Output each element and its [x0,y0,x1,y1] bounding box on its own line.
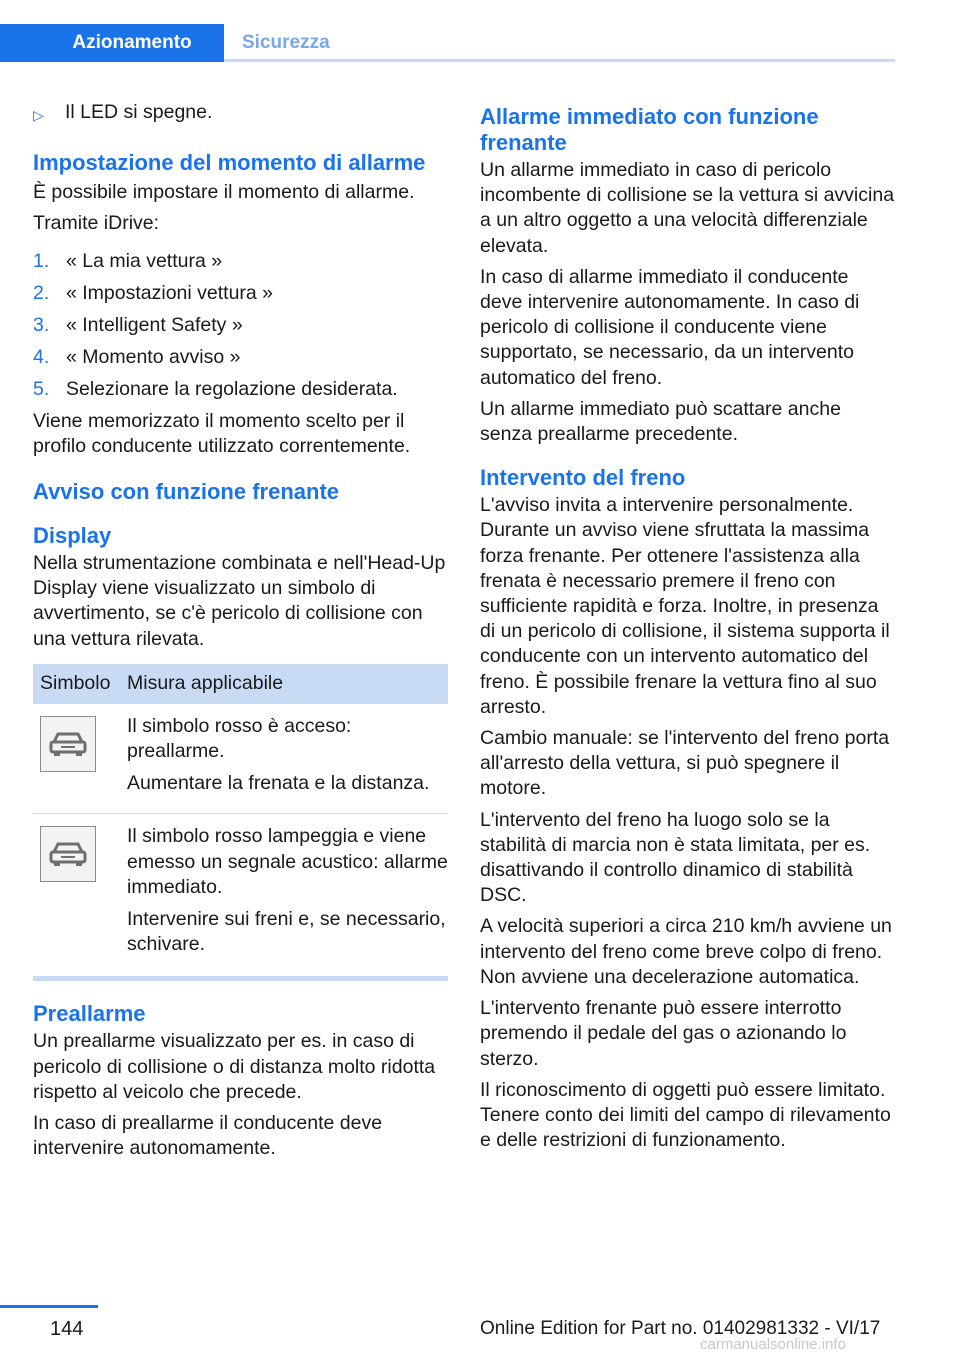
row-text: Il simbolo rosso lampeggia e viene emesso un segnale acustico: allarme immediato. [127,825,448,898]
row-text: Aumentare la frenata e la distanza. [127,772,430,795]
right-column [480,100,895,1159]
heading-display: Display [33,523,112,549]
triangle-bullet-icon: ▷ [33,107,44,123]
table-header [33,664,448,704]
paragraph-freno-1: L'avviso invita a intervenire personalmente. Durante un avviso viene sfruttata la massima forza frenante. Per ottenere l'assistenza alla frenata è necessario premere il freno con sufficiente rapidità e forza. Inoltre, in presenza di un pericolo di collisione, il sistema supporta il conducente con un intervento automatico del freno. È possibile frenare la vettura fino al suo arresto. [480,494,890,718]
list-item: 4. « Momento avviso » [33,345,241,368]
heading-avviso: Avviso con funzione frenante [33,479,340,505]
car-warning-icon [40,826,96,882]
paragraph-display: Nella strumentazione combinata e nell'Head-Up Display viene visualizzato un simbolo di avvertimento, se c'è pericolo di collisione con una vettura rilevata. [33,552,446,650]
paragraph-immediato-3: Un allarme immediato può scattare anche senza preallarme precedente. [480,397,841,446]
heading-preallarme: Preallarme [33,1001,146,1027]
table-bottom-rule [33,976,448,981]
paragraph-tramite: Tramite iDrive: [33,212,160,235]
footer-rule [0,1305,98,1308]
symbol-table [33,664,448,982]
paragraph-freno-6: Il riconoscimento di oggetti può essere limitato. Tenere conto dei limiti del campo di rilevamento e delle restrizioni di funzionamento. [480,1078,891,1152]
heading-momento: Impostazione del momento di allarme [33,150,426,176]
list-item: 5. Selezionare la regolazione desiderata. [33,377,398,400]
paragraph-freno-2: Cambio manuale: se l'intervento del freno porta all'arresto della vettura, si può spegnere il motore. [480,727,890,800]
paragraph-preallarme-1: Un preallarme visualizzato per es. in caso di pericolo di collisione o di distanza molto ridotta rispetto al veicolo che precede. [33,1030,436,1103]
paragraph-preallarme-2: In caso di preallarme il conducente deve intervenire autonomamente. [33,1112,383,1160]
steps-list [33,249,448,402]
paragraph-immediato-2: In caso di allarme immediato il conducente deve intervenire autonomamente. In caso di pericolo di collisione il conducente viene supportato, se necessario, da un intervento automatico del freno. [480,265,860,389]
heading-immediato: Allarme immediato con funzione frenante [480,104,819,155]
paragraph-freno-5: L'intervento frenante può essere interrotto premendo il pedale del gas o azionando lo sterzo. [480,997,847,1070]
header-underline [224,59,895,62]
heading-freno: Intervento del freno [480,465,686,491]
bullet-led [33,100,448,128]
table-row [33,704,448,814]
edition-text: Online Edition for Part no. 01402981332 - VI/17 [480,1318,881,1339]
car-warning-icon [40,716,96,772]
row-text: Intervenire sui freni e, se necessario, schivare. [127,908,446,956]
tab-sicurezza[interactable]: Sicurezza [242,32,330,53]
left-column [33,100,448,1167]
paragraph-freno-4: A velocità superiori a circa 210 km/h avviene un intervento del freno come breve colpo di freno. Non avviene una decelerazione automatica. [480,915,892,988]
tab-azionamento[interactable]: Azionamento [0,24,224,62]
paragraph-possibile: È possibile impostare il momento di allarme. [33,181,415,204]
list-item: 3. « Intelligent Safety » [33,313,243,336]
bullet-led-text: Il LED si spegne. [65,101,213,123]
page-header [0,0,960,64]
table-header-symbol: Simbolo [40,672,111,695]
paragraph-immediato-1: Un allarme immediato in caso di pericolo incombente di collisione se la vettura si avvicina a un altro oggetto a una velocità differenziale elevata. [480,159,895,257]
table-row [33,813,448,974]
page-number: 144 [50,1318,84,1340]
paragraph-freno-3: L'intervento del freno ha luogo solo se la stabilità di marcia non è stata limitata, per es. disattivando il controllo dinamico di stabilità DSC. [480,808,871,907]
list-item: 2. « Impostazioni vettura » [33,281,274,304]
table-header-measure: Misura applicabile [127,672,284,695]
watermark: carmanualsonline.info [700,1336,846,1353]
list-item: 1. « La mia vettura » [33,249,223,272]
paragraph-memorizzato: Viene memorizzato il momento scelto per il profilo conducente utilizzato correntemente. [33,409,411,457]
row-text: Il simbolo rosso è acceso: preallarme. [127,714,352,763]
